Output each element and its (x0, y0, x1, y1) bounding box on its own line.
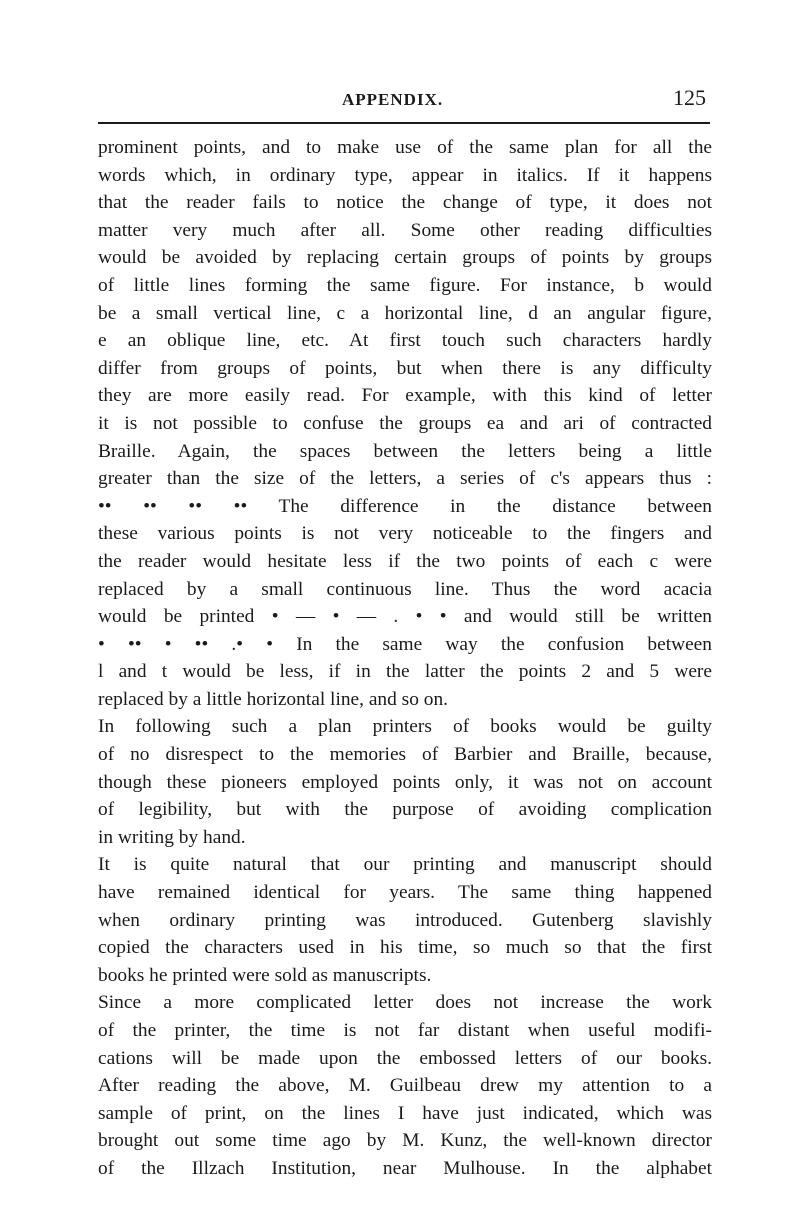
text-line: have remained identical for years. The same thing happened (98, 882, 712, 904)
body-text (98, 134, 712, 1183)
text-line: of little lines forming the same figure. For instance, b would (98, 274, 712, 296)
text-line: these various points is not very noticeable to the fingers and (98, 523, 712, 545)
text-line: differ from groups of points, but when there is any difficulty (98, 357, 712, 379)
text-line: prominent points, and to make use of the same plan for all the (98, 137, 712, 158)
text-line: though these pioneers employed points only, it was not on account (98, 771, 712, 793)
text-line: It is quite natural that our printing and manuscript should (98, 854, 712, 876)
text-line: sample of print, on the lines I have just indicated, which was (98, 1102, 712, 1124)
text-line: books he printed were sold as manuscripts. (98, 964, 432, 986)
text-line: of the Illzach Institution, near Mulhouse. In the alphabet (98, 1157, 712, 1179)
running-title: APPENDIX. (342, 90, 444, 109)
text-line: when ordinary printing was introduced. Gutenberg slavishly (98, 909, 712, 931)
text-line: replaced by a little horizontal line, and so on. (98, 688, 448, 710)
braille-dots-line: •• •• •• •• The difference in the distance between (98, 495, 712, 517)
text-line: of the printer, the time is not far distant when useful modifi- (98, 1020, 712, 1041)
text-line: matter very much after all. Some other reading difficulties (98, 219, 712, 241)
text-line: would be avoided by replacing certain groups of points by groups (98, 247, 712, 269)
text-line: they are more easily read. For example, with this kind of letter (98, 385, 712, 407)
text-line: in writing by hand. (98, 826, 246, 848)
braille-example-line: would be printed • — • — . • • and would still be written (98, 606, 712, 628)
text-line: cations will be made upon the embossed letters of our books. (98, 1047, 712, 1069)
text-line: replaced by a small continuous line. Thus the word acacia (98, 578, 712, 600)
text-line: After reading the above, M. Guilbeau drew my attention to a (98, 1075, 712, 1097)
page-header (98, 82, 708, 118)
text-line: greater than the size of the letters, a series of c's appears thus : (98, 468, 712, 490)
header-rule (98, 122, 710, 124)
text-line: be a small vertical line, c a horizontal line, d an angular figure, (98, 302, 712, 324)
page-number: 125 (673, 85, 706, 110)
text-line: that the reader fails to notice the change of type, it does not (98, 192, 712, 214)
text-line: brought out some time ago by M. Kunz, the well-known director (98, 1130, 712, 1152)
text-line: copied the characters used in his time, so much so that the first (98, 937, 712, 959)
text-line: words which, in ordinary type, appear in italics. If it happens (98, 164, 712, 186)
text-line: of no disrespect to the memories of Barbier and Braille, because, (98, 744, 712, 766)
text-line: In following such a plan printers of books would be guilty (98, 716, 712, 738)
text-line: the reader would hesitate less if the two points of each c were (98, 550, 712, 572)
text-line: of legibility, but with the purpose of avoiding complication (98, 799, 712, 821)
text-line: it is not possible to confuse the groups ea and ari of contracted (98, 412, 712, 434)
text-line: Since a more complicated letter does not increase the work (98, 992, 712, 1014)
text-line: e an oblique line, etc. At first touch such characters hardly (98, 330, 712, 352)
text-line: l and t would be less, if in the latter the points 2 and 5 were (98, 661, 712, 683)
braille-example-line: • •• • •• .• • In the same way the confusion between (98, 633, 712, 655)
text-line: Braille. Again, the spaces between the letters being a little (98, 440, 712, 462)
